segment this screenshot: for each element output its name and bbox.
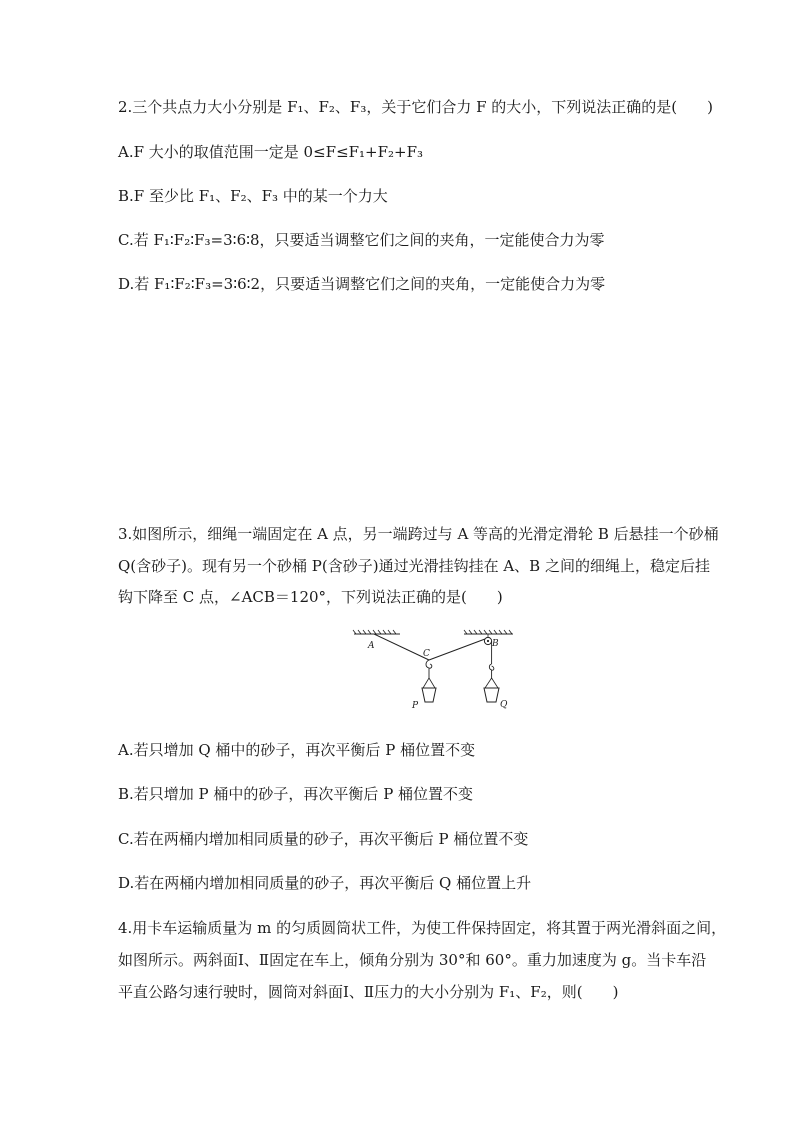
question-3-option-d: D.若在两桶内增加相同质量的砂子，再次平衡后 Q 桶位置上升 bbox=[118, 874, 532, 892]
question-2-stem: 2.三个共点力大小分别是 F₁、F₂、F₃，关于它们合力 F 的大小，下列说法正确的是( ) bbox=[118, 98, 713, 116]
label-c: C bbox=[423, 649, 430, 659]
label-p: P bbox=[412, 701, 419, 711]
rope-ac bbox=[374, 634, 429, 660]
bucket-p bbox=[422, 688, 436, 702]
question-2-option-b: B.F 至少比 F₁、F₂、F₃ 中的某一个力大 bbox=[118, 187, 388, 205]
question-4-stem-line-1: 4.用卡车运输质量为 m 的匀质圆筒状工件，为使工件保持固定，将其置于两光滑斜面之间， bbox=[118, 919, 727, 937]
question-2-option-a: A.F 大小的取值范围一定是 0≤F≤F₁+F₂+F₃ bbox=[118, 143, 424, 161]
question-3-option-c: C.若在两桶内增加相同质量的砂子，再次平衡后 P 桶位置不变 bbox=[118, 830, 529, 848]
question-3-option-b: B.若只增加 P 桶中的砂子，再次平衡后 P 桶位置不变 bbox=[118, 785, 474, 803]
bucket-q bbox=[484, 688, 499, 702]
question-2-option-d: D.若 F₁∶F₂∶F₃=3∶6∶2，只要适当调整它们之间的夹角，一定能使合力为零 bbox=[118, 275, 606, 293]
question-3-option-a: A.若只增加 Q 桶中的砂子，再次平衡后 P 桶位置不变 bbox=[118, 741, 476, 759]
ceiling-b-hatch bbox=[464, 630, 512, 634]
question-4-stem-line-3: 平直公路匀速行驶时，圆筒对斜面Ⅰ、Ⅱ压力的大小分别为 F₁、F₂，则( ) bbox=[118, 983, 619, 1001]
rope-cb bbox=[429, 639, 485, 660]
question-3-stem-line-2: Q(含砂子)。现有另一个砂桶 P(含砂子)通过光滑挂钩挂在 A、B 之间的细绳上，稳定后挂 bbox=[118, 557, 710, 575]
ceiling-a-hatch bbox=[353, 630, 396, 634]
question-4-stem-line-2: 如图所示。两斜面Ⅰ、Ⅱ固定在车上，倾角分别为 30°和 60°。重力加速度为 g。当卡车沿 bbox=[118, 951, 707, 969]
question-2-option-c: C.若 F₁∶F₂∶F₃=3∶6∶8，只要适当调整它们之间的夹角，一定能使合力为零 bbox=[118, 231, 605, 249]
question-3-stem-line-1: 3.如图所示，细绳一端固定在 A 点，另一端跨过与 A 等高的光滑定滑轮 B 后悬挂一个砂桶 bbox=[118, 525, 719, 543]
label-q: Q bbox=[500, 700, 508, 710]
label-b: B bbox=[492, 639, 499, 649]
hook-c bbox=[426, 660, 432, 668]
question-3-stem-line-3: 钩下降至 C 点，∠ACB＝120°，下列说法正确的是( ) bbox=[118, 588, 503, 606]
pulley-figure bbox=[350, 626, 516, 718]
label-a: A bbox=[368, 641, 375, 651]
